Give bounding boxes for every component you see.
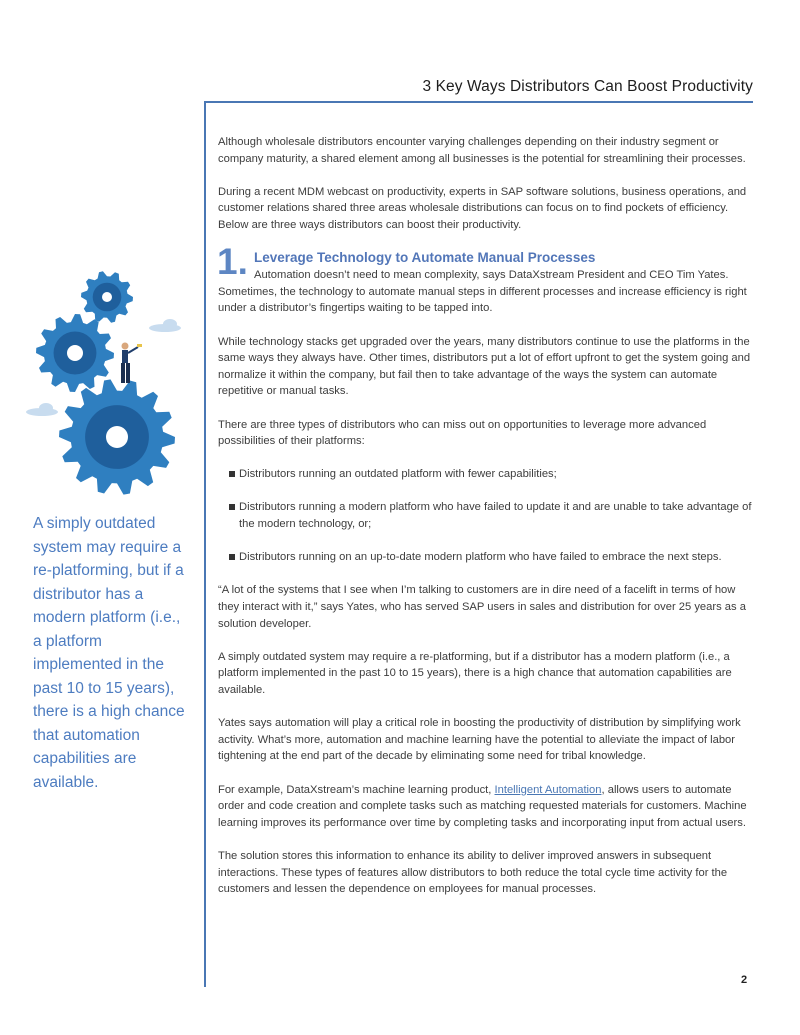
- section-paragraph: Yates says automation will play a critical role in boosting the productivity of distribution by simplifying work activity. What’s more, automation and machine learning have the potential to alleviate the impact of labor tightening at the end part of the decade by eliminating some need for tribal knowledge.: [218, 717, 741, 763]
- section-paragraph: A simply outdated system may require a re-platforming, but if a distributor has a modern platform (i.e., a platform implemented in the past 10 to 15 years), there is a high chance that automation capabilities are available.: [218, 650, 732, 696]
- gear-icon: [59, 379, 175, 494]
- section-paragraph: The solution stores this information to enhance its ability to deliver improved answers in subsequent interactions. These types of features allow distributors to both reduce the total cycle time activity for the customers and lessen the dependence on employees for manual processes.: [218, 849, 728, 896]
- section-paragraph: While technology stacks get upgraded over the years, many distributors continue to use the platforms in the same ways they always have. Other times, distributors put a lot of effort upfront to get the system going and normalize it within the company, but fail then to take advantage of the ways the system can automate repetitive or manual tasks.: [218, 335, 751, 398]
- paragraph-text: For example, DataXstream’s machine learning product,: [218, 783, 495, 796]
- bullet-icon: [229, 554, 235, 560]
- section-paragraph: There are three types of distributors who can miss out on opportunities to leverage more advanced possibilities of their platforms:: [218, 418, 707, 448]
- intro-paragraph: During a recent MDM webcast on productivity, experts in SAP software solutions, business operations, and customer relations shared three areas wholesale distributions can focus on to find pockets of efficiency. Below are three ways distributors can boost their productivity.: [218, 185, 747, 231]
- cloud-icon: [26, 403, 58, 416]
- paragraph-text: , allows users to automate order and code creation and complete tasks such as matching requested materials for customers. Machine learning improves its performance over time by completing tasks and incorporating input from actual users.: [218, 783, 747, 829]
- section-paragraph: [218, 782, 753, 832]
- list-item-text: Distributors running on an up-to-date modern platform who have failed to embrace the next steps.: [239, 551, 722, 564]
- page-header-title: 3 Key Ways Distributors Can Boost Productivity: [422, 78, 753, 95]
- intro-paragraph: Although wholesale distributors encounter varying challenges depending on their industry segment or company maturity, a shared element among all businesses is the potential for streamlining their processes.: [218, 136, 746, 165]
- person-icon: [121, 343, 142, 384]
- header-rule: [204, 101, 753, 103]
- list-item: [218, 466, 753, 483]
- page-number: 2: [741, 974, 748, 986]
- list-item: [218, 549, 753, 566]
- bullet-icon: [229, 471, 235, 477]
- gear-icon: [81, 271, 133, 322]
- list-item: [218, 499, 753, 532]
- section-title: Leverage Technology to Automate Manual Processes: [254, 250, 596, 266]
- article-body: [218, 134, 753, 914]
- quote-paragraph: “A lot of the systems that I see when I’m talking to customers are in dire need of a facelift in terms of how they interact with it,” says Yates, who has served SAP users in sales and distribution for over 25 years as a solution developer.: [218, 584, 746, 630]
- section-heading: [217, 241, 753, 283]
- list-item-text: Distributors running an outdated platform with fewer capabilities;: [239, 468, 557, 481]
- section-paragraph: [218, 267, 753, 317]
- distributor-types-list: [218, 466, 753, 566]
- section-paragraph-text: Automation doesn’t need to mean complexity, says DataXstream President and CEO Tim Yates. Sometimes, the technology to automate manual steps in different processes and increase efficiency is right under a distributor’s fingertips waiting to be tapped into.: [218, 269, 747, 315]
- list-item-text: Distributors running a modern platform who have failed to update it and are unable to take advantage of the modern technology, or;: [239, 501, 752, 531]
- bullet-icon: [229, 504, 235, 510]
- column-divider: [204, 101, 206, 987]
- intelligent-automation-link[interactable]: Intelligent Automation: [494, 783, 602, 796]
- gear-icon: [36, 314, 114, 392]
- pull-quote: A simply outdated system may require a re-platforming, but if a distributor has a modern platform (i.e., a platform implemented in the past 10 to 15 years), there is a high chance that automation capabilities are available.: [33, 515, 185, 791]
- cloud-icon: [149, 319, 181, 332]
- gears-illustration: [20, 265, 190, 500]
- section-number: 1.: [217, 241, 248, 283]
